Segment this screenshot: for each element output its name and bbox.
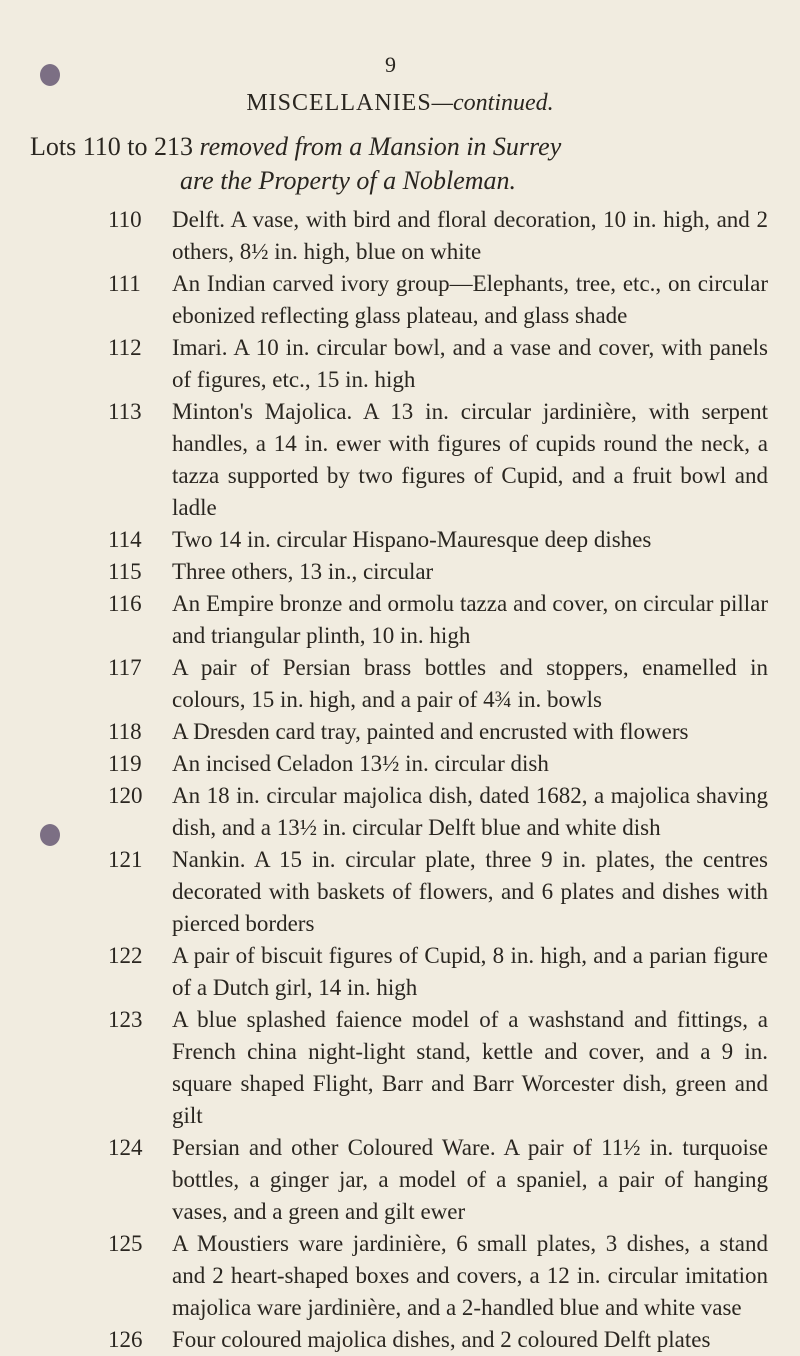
section-heading-line2: are the Property of a Nobleman. — [180, 166, 517, 195]
lot-entry — [0, 716, 800, 748]
lot-number: 125 — [108, 1231, 143, 1256]
lot-entry — [0, 204, 800, 268]
lot-entry — [0, 524, 800, 556]
lot-entry — [0, 268, 800, 332]
lot-number: 114 — [108, 527, 142, 552]
lot-entry — [0, 652, 800, 716]
lot-description: A Moustiers ware jardinière, 6 small plates, 3 dishes, a stand and 2 heart-shaped boxes and covers, a 12 in. circular imitation majolica ware jardinière, and a 2-handled blue and white vase — [172, 1231, 768, 1320]
lot-description: A Dresden card tray, painted and encrusted with flowers — [172, 719, 689, 744]
lot-description: Two 14 in. circular Hispano-Mauresque deep dishes — [172, 527, 652, 552]
lot-description: Four coloured majolica dishes, and 2 coloured Delft plates — [172, 1327, 711, 1352]
lot-entry — [0, 844, 800, 940]
lot-entry — [0, 940, 800, 1004]
lot-number: 115 — [108, 559, 142, 584]
running-head-title: MISCELLANIES — [246, 90, 432, 116]
lot-description: A pair of biscuit figures of Cupid, 8 in. high, and a parian figure of a Dutch girl, 14 in. high — [172, 943, 768, 1000]
lot-number: 111 — [108, 271, 141, 296]
lot-entry — [0, 332, 800, 396]
page-number: 9 — [385, 52, 396, 77]
lot-number: 112 — [108, 335, 142, 360]
lot-number: 124 — [108, 1135, 143, 1160]
lot-description: A blue splashed faience model of a washstand and fittings, a French china night-light stand, kettle and cover, and a 9 in. square shaped Flight, Barr and Barr Worcester dish, green and gilt — [172, 1007, 768, 1128]
lot-number: 123 — [108, 1007, 143, 1032]
lot-description: An Empire bronze and ormolu tazza and cover, on circular pillar and triangular plinth, 10 in. high — [172, 591, 768, 648]
lot-description: Delft. A vase, with bird and floral decoration, 10 in. high, and 2 others, 8½ in. high, blue on white — [172, 207, 768, 264]
lot-number: 110 — [108, 207, 142, 232]
lot-description: An incised Celadon 13½ in. circular dish — [172, 751, 549, 776]
running-head-continued: —continued. — [431, 90, 554, 116]
lot-number: 119 — [108, 751, 142, 776]
lot-number: 126 — [108, 1327, 143, 1352]
lot-description: Three others, 13 in., circular — [172, 559, 434, 584]
lot-description: Nankin. A 15 in. circular plate, three 9 in. plates, the centres decorated with baskets of flowers, and 6 plates and dishes with pierced borders — [172, 847, 768, 936]
lot-description: Persian and other Coloured Ware. A pair of 11½ in. turquoise bottles, a ginger jar, a model of a spaniel, a pair of hanging vases, and a green and gilt ewer — [172, 1135, 768, 1224]
lot-number: 117 — [108, 655, 142, 680]
lot-entry — [0, 1324, 800, 1356]
lot-entry — [0, 780, 800, 844]
lot-description: An Indian carved ivory group—Elephants, tree, etc., on circular ebonized reflecting glass plateau, and glass shade — [172, 271, 768, 328]
lot-entry — [0, 588, 800, 652]
section-heading-prefix: Lots 110 to 213 — [30, 132, 193, 161]
lot-description: Minton's Majolica. A 13 in. circular jardinière, with serpent handles, a 14 in. ewer with figures of cupids round the neck, a tazza supported by two figures of Cupid, and a fruit bowl and ladle — [172, 399, 768, 520]
lot-entry — [0, 396, 800, 524]
lot-number: 120 — [108, 783, 143, 808]
section-heading-italic: removed from a Mansion in Surrey — [192, 132, 562, 161]
lot-number: 122 — [108, 943, 143, 968]
lot-number: 121 — [108, 847, 143, 872]
lot-number: 118 — [108, 719, 142, 744]
lot-description: A pair of Persian brass bottles and stoppers, enamelled in colours, 15 in. high, and a pair of 4¾ in. bowls — [172, 655, 768, 712]
lot-number: 116 — [108, 591, 142, 616]
lot-list — [0, 204, 800, 1356]
lot-number: 113 — [108, 399, 142, 424]
section-heading — [30, 130, 790, 198]
lot-entry — [0, 748, 800, 780]
lot-entry — [0, 556, 800, 588]
lot-entry — [0, 1004, 800, 1132]
lot-entry — [0, 1132, 800, 1228]
binding-hole-top — [40, 64, 60, 86]
running-head — [0, 90, 800, 117]
lot-description: An 18 in. circular majolica dish, dated 1682, a majolica shaving dish, and a 13½ in. circular Delft blue and white dish — [172, 783, 768, 840]
lot-entry — [0, 1228, 800, 1324]
lot-description: Imari. A 10 in. circular bowl, and a vase and cover, with panels of figures, etc., 15 in. high — [172, 335, 768, 392]
